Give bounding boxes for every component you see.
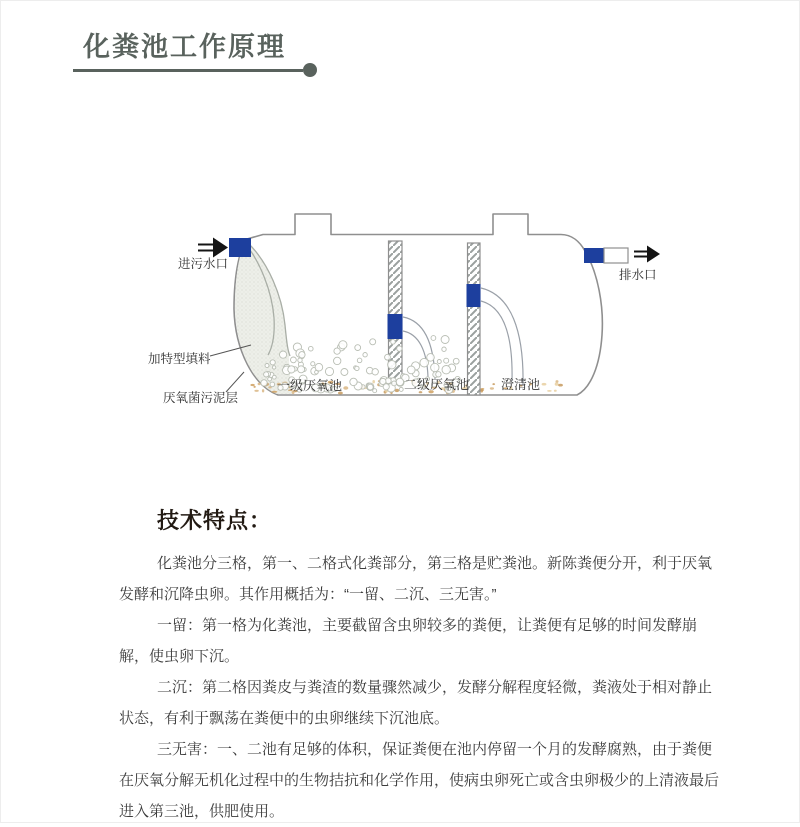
sludge-label: 厌氧菌污泥层: [163, 391, 239, 405]
inlet-label: 进污水口: [178, 257, 229, 271]
page-header: [73, 25, 303, 72]
divider1-port: [388, 314, 403, 339]
chamber2-label: 二级厌氧池: [404, 377, 470, 392]
section-heading: 技术特点：: [157, 508, 273, 533]
outlet-arrow-icon: [634, 246, 660, 263]
paragraph-harmless: 三无害：一、二池有足够的体积，保证粪便在池内停留一个月的发酵腐熟，由于粪便在厌氧分解无机化过程中的生物拮抗和化学作用，使病虫卵死亡或含虫卵极少的上清液最后进入第三池，供肥使用。: [119, 741, 720, 820]
title-dot: [303, 63, 317, 77]
outlet-label: 排水口: [619, 268, 657, 282]
chamber1-label: 一级厌氧池: [277, 378, 343, 393]
callout-filler: [148, 345, 251, 366]
clarifier-label: 澄清池: [501, 377, 541, 392]
divider-wall-2: [467, 243, 481, 395]
septic-tank-diagram: [1, 191, 800, 416]
callout-sludge: [163, 372, 244, 405]
page-title: 化粪池工作原理: [83, 32, 286, 62]
inlet-arrow-icon: [198, 238, 228, 258]
paragraph-retain: 一留：第一格为化粪池，主要截留含虫卵较多的粪便，让粪便有足够的时间发酵崩解，使虫卵下沉。: [119, 617, 698, 665]
tech-features-section: [119, 504, 719, 827]
paragraph-intro: 化粪池分三格，第一、二格式化粪部分，第三格是贮粪池。新陈粪便分开，利于厌氧发酵和沉降虫卵。其作用概括为：“一留、二沉、三无害。”: [119, 555, 713, 603]
filler-label: 加特型填料: [148, 352, 211, 366]
divider2-port: [467, 284, 481, 307]
paragraph-settle: 二沉：第二格因粪皮与粪渣的数量骤然减少，发酵分解程度轻微，粪液处于相对静止状态，有利于飘荡在粪便中的虫卵继续下沉池底。: [119, 679, 713, 727]
